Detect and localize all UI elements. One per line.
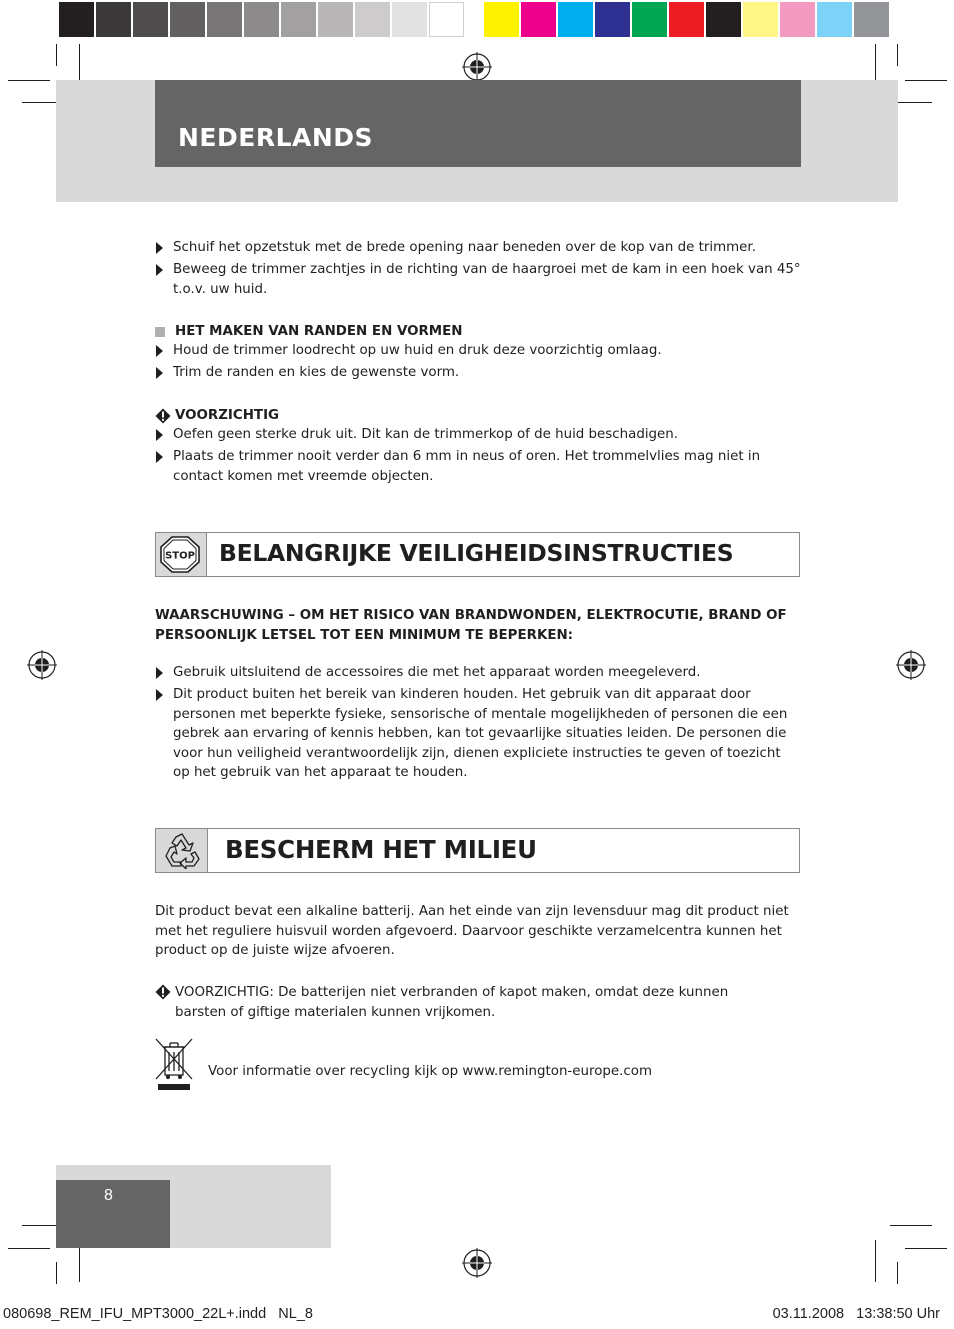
edges-bullet-list [155, 341, 801, 383]
list-item: Beweeg de trimmer zachtjes in de richting van de haargroei met de kam in een hoek van 45° t.o.v. uw huid. [155, 260, 801, 299]
warning-icon [155, 408, 171, 424]
list-item: Houd de trimmer loodrecht op uw huid en druk deze voorzichtig omlaag. [155, 341, 801, 361]
crop-mark [875, 1240, 876, 1282]
caution-bullet-list [155, 425, 801, 486]
crossed-out-bin-icon [154, 1037, 194, 1091]
environment-section [155, 902, 801, 961]
color-swatch [706, 2, 741, 37]
battery-caution-text: VOORZICHTIG: De batterijen niet verbranden of kapot maken, omdat deze kunnen barsten of giftige materialen kunnen vrijkomen. [175, 985, 729, 1020]
crop-mark [56, 1262, 57, 1284]
color-swatch [558, 2, 593, 37]
safety-title: BELANGRIJKE VEILIGHEIDSINSTRUCTIES [219, 539, 734, 567]
square-bullet-icon [155, 327, 165, 337]
recycle-icon-cell [156, 829, 208, 872]
page-title: NEDERLANDS [178, 123, 374, 152]
safety-section [155, 606, 801, 785]
crop-mark [56, 44, 57, 66]
page-number-box [56, 1180, 170, 1248]
color-swatch [355, 2, 390, 37]
safety-warning: WAARSCHUWING – OM HET RISICO VAN BRANDWONDEN, ELEKTROCUTIE, BRAND OF PERSOONLIJK LETSEL TOT EEN MINIMUM TE BEPERKEN: [155, 608, 787, 643]
registration-mark-icon [462, 52, 492, 82]
crop-mark [8, 1248, 50, 1249]
list-item: Trim de randen en kies de gewenste vorm. [155, 363, 801, 383]
stop-icon-cell [156, 533, 207, 576]
stop-sign-icon [160, 536, 200, 573]
intro-bullet-list [155, 238, 801, 299]
grayscale-calibration-bar [59, 2, 466, 37]
color-swatch [817, 2, 852, 37]
color-swatch [170, 2, 205, 37]
stop-sign-text: STOP [165, 550, 195, 562]
environment-paragraph: Dit product bevat een alkaline batterij. Aan het einde van zijn levensduur mag dit product niet met het reguliere huisvuil worden afgevoerd. Daarvoor geschikte verzamelcentra kunnen het product op de juiste wijze afvoeren. [155, 904, 789, 958]
color-swatch [780, 2, 815, 37]
color-swatch [392, 2, 427, 37]
color-swatch [484, 2, 519, 37]
recycling-info: Voor informatie over recycling kijk op www.remington-europe.com [208, 1064, 652, 1079]
recycle-icon [162, 832, 202, 869]
list-item: Schuif het opzetstuk met de brede opening naar beneden over de kop van de trimmer. [155, 238, 801, 258]
color-swatch [281, 2, 316, 37]
color-swatch [318, 2, 353, 37]
crop-mark [8, 80, 50, 81]
registration-mark-icon [462, 1248, 492, 1278]
edges-section [155, 322, 801, 385]
color-swatch [632, 2, 667, 37]
color-swatch [521, 2, 556, 37]
environment-title: BESCHERM HET MILIEU [225, 835, 537, 864]
crop-mark [890, 1225, 932, 1226]
color-swatch [669, 2, 704, 37]
edges-heading [155, 322, 801, 341]
crop-mark [905, 80, 947, 81]
color-swatch [429, 2, 464, 37]
color-swatch [244, 2, 279, 37]
page-number: 8 [104, 1187, 113, 1204]
crop-mark [905, 1248, 947, 1249]
environment-section-header [155, 828, 800, 873]
color-swatch [59, 2, 94, 37]
registration-mark-icon [896, 650, 926, 680]
list-item: Dit product buiten het bereik van kinderen houden. Het gebruik van dit apparaat door personen met beperkte fysieke, sensorische of mentale mogelijkheden of personen die een gebrek aan ervaring of kennis hebben, kan tot gevaarlijke situaties leiden. De personen die voor hun veiligheid verantwoordelijk zijn, dienen expliciete instructies te geven of toezicht op het gebruik van het apparaat te houden. [155, 685, 801, 783]
intro-section [155, 238, 801, 302]
color-swatch [854, 2, 889, 37]
color-calibration-bar [484, 2, 891, 37]
safety-section-header [155, 532, 800, 577]
header-title-box [155, 80, 801, 167]
color-swatch [595, 2, 630, 37]
color-swatch [207, 2, 242, 37]
caution-section [155, 406, 801, 489]
crop-mark [897, 44, 898, 66]
list-item: Plaats de trimmer nooit verder dan 6 mm in neus of oren. Het trommelvlies mag niet in contact komen met vreemde objecten. [155, 447, 801, 486]
battery-caution [155, 983, 801, 1022]
registration-mark-icon [27, 650, 57, 680]
edges-heading-text: HET MAKEN VAN RANDEN EN VORMEN [175, 324, 463, 339]
caution-heading [155, 406, 801, 425]
footer-timestamp: 03.11.2008 13:38:50 Uhr [772, 1306, 940, 1322]
safety-bullet-list [155, 663, 801, 783]
crop-mark [897, 1262, 898, 1284]
color-swatch [133, 2, 168, 37]
list-item: Oefen geen sterke druk uit. Dit kan de trimmerkop of de huid beschadigen. [155, 425, 801, 445]
warning-icon [155, 984, 171, 1000]
footer-file-info: 080698_REM_IFU_MPT3000_22L+.indd NL_8 [3, 1306, 313, 1322]
color-swatch [96, 2, 131, 37]
color-swatch [743, 2, 778, 37]
caution-heading-text: VOORZICHTIG [175, 408, 280, 423]
list-item: Gebruik uitsluitend de accessoires die met het apparaat worden meegeleverd. [155, 663, 801, 683]
